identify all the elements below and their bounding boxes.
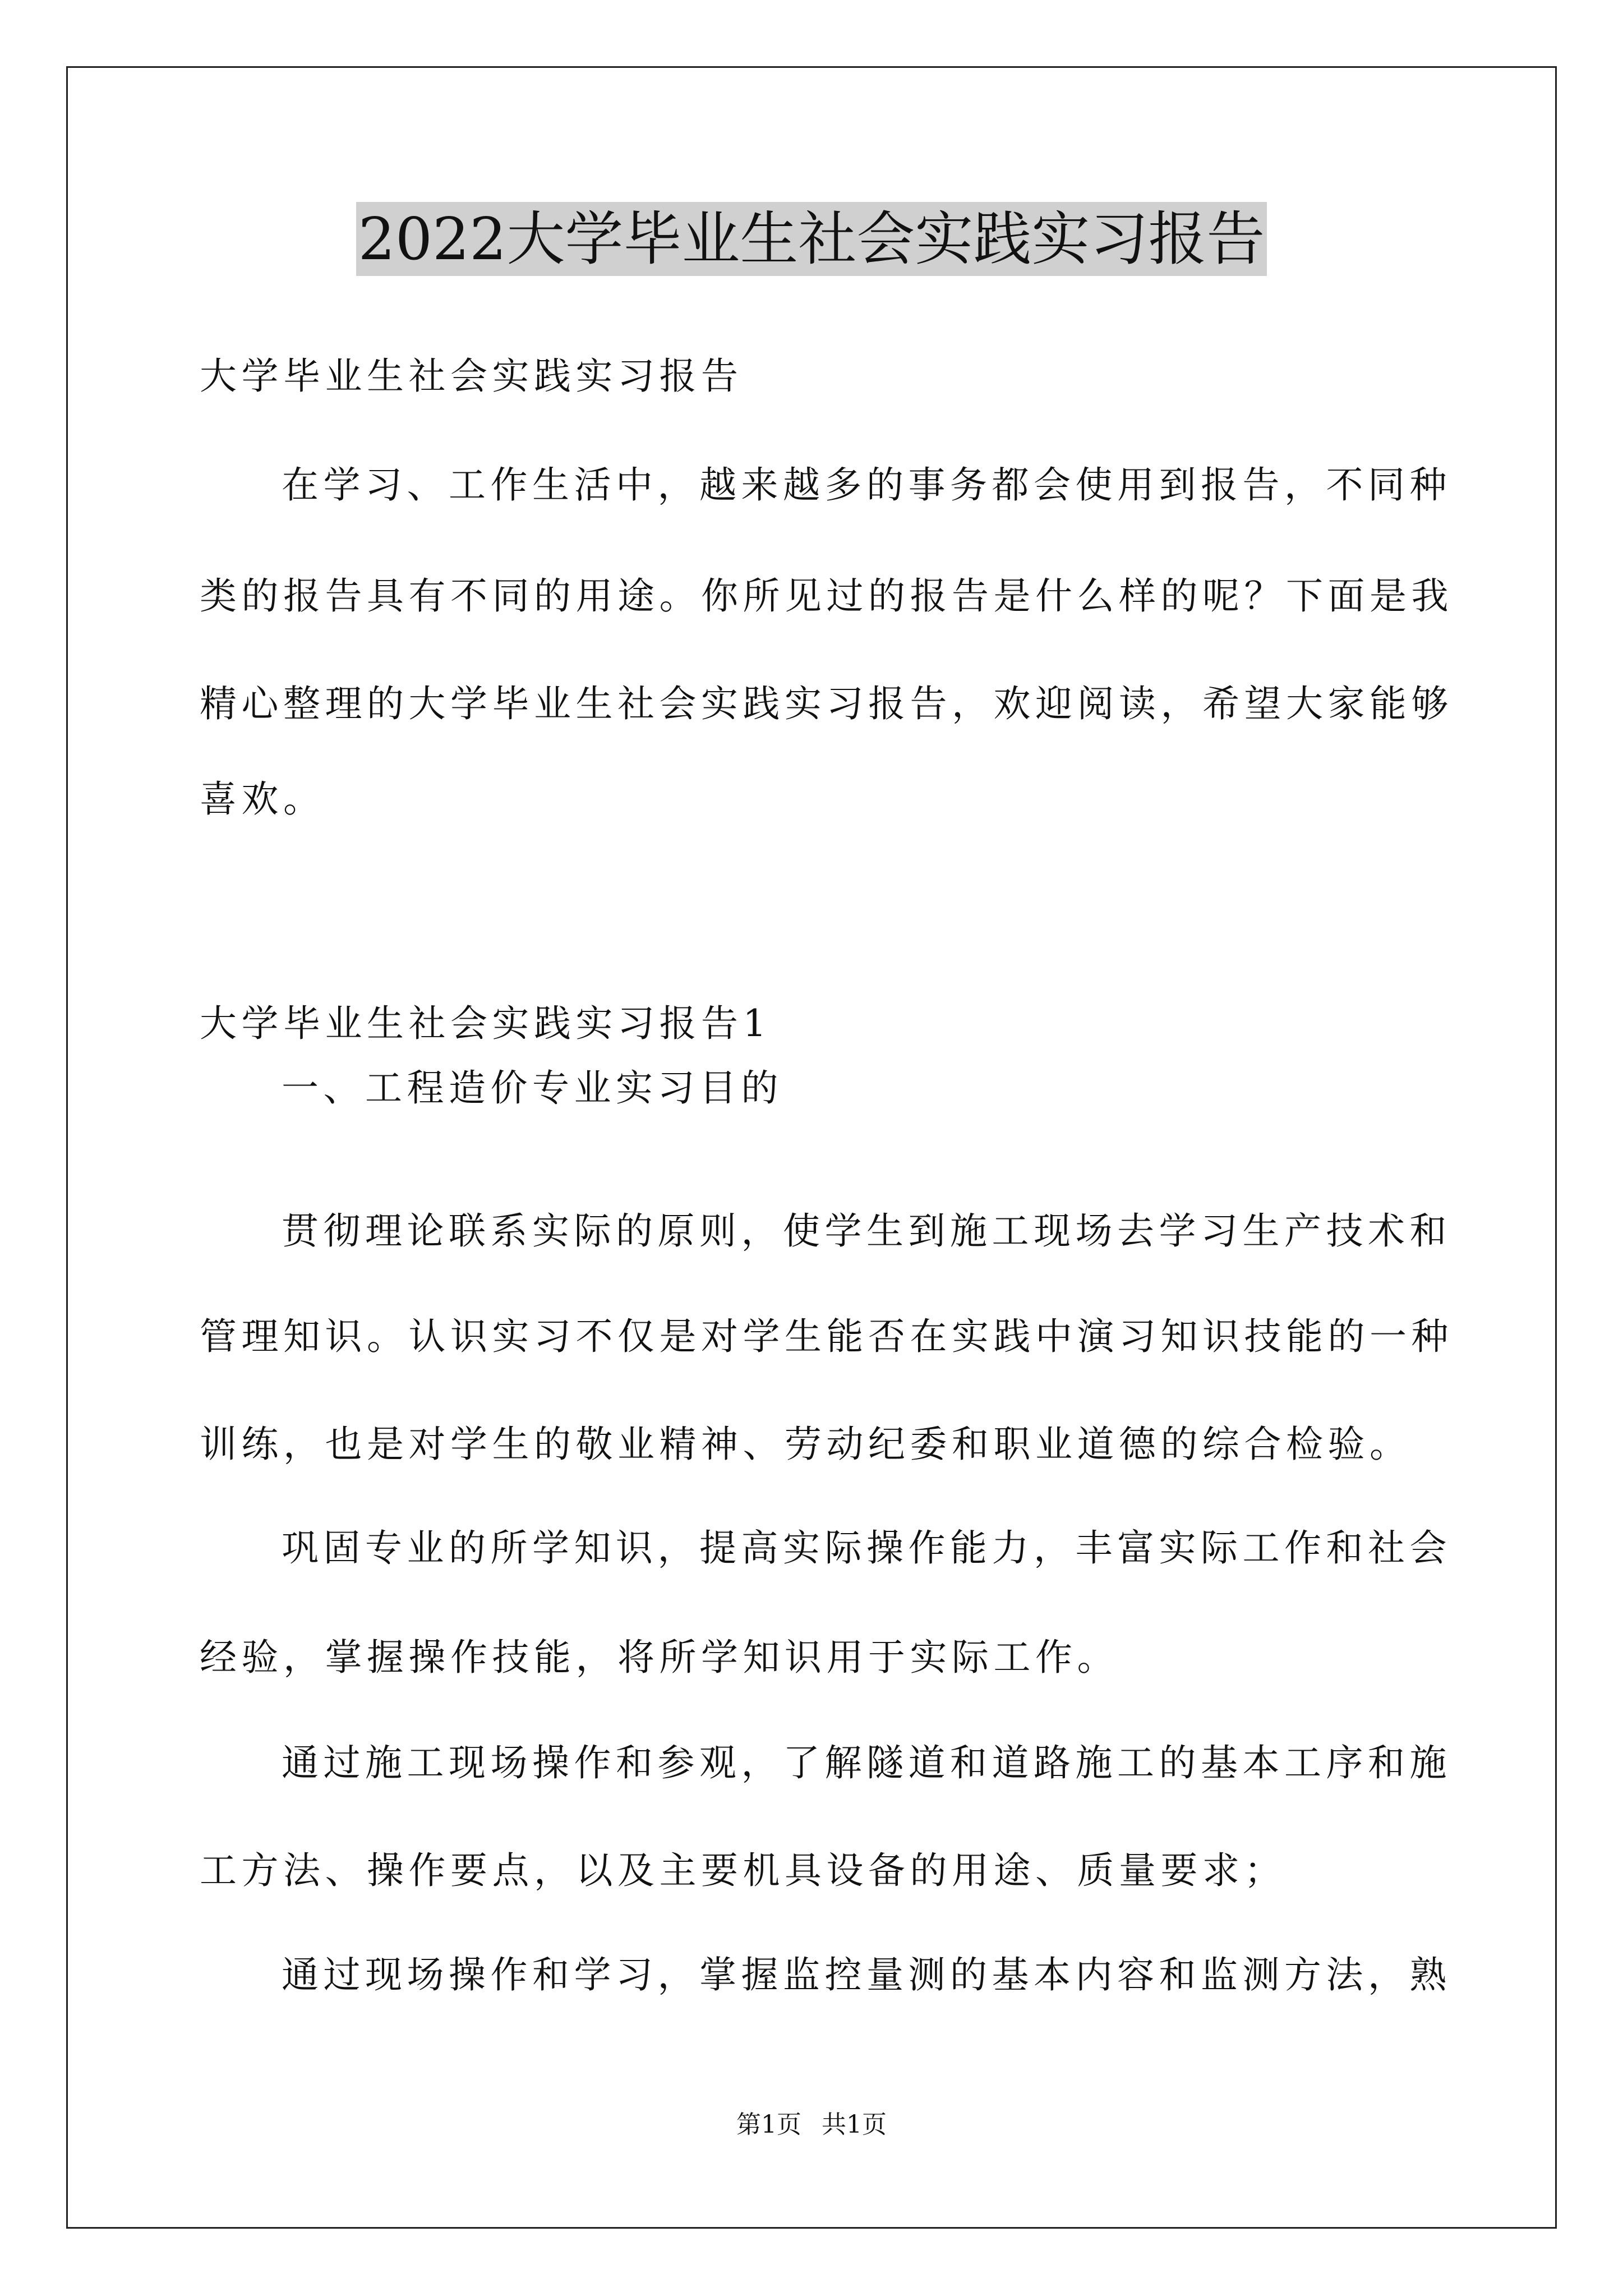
- section-heading: 大学毕业生社会实践实习报告1: [200, 1002, 771, 1045]
- paragraph-line: 工方法、操作要点，以及主要机具设备的用途、质量要求；: [200, 1849, 1286, 1892]
- page-number: 第1页: [736, 2110, 801, 2139]
- page-footer: [0, 2108, 1623, 2142]
- document-title: 2022大学毕业生社会实践实习报告: [356, 202, 1267, 276]
- title-container: [0, 202, 1623, 276]
- paragraph-line: 通过施工现场操作和参观，了解隧道和道路施工的基本工序和施: [282, 1741, 1451, 1784]
- paragraph-line: 喜欢。: [200, 777, 325, 821]
- paragraph-line: 巩固专业的所学知识，提高实际操作能力，丰富实际工作和社会: [282, 1526, 1451, 1570]
- paragraph-line: 管理知识。认识实习不仅是对学生能否在实践中演习知识技能的一种: [200, 1315, 1453, 1358]
- paragraph-line: 通过现场操作和学习，掌握监控量测的基本内容和监测方法，熟: [282, 1953, 1451, 1996]
- paragraph-line: 经验，掌握操作技能，将所学知识用于实际工作。: [200, 1636, 1119, 1679]
- paragraph-line: 训练，也是对学生的敬业精神、劳动纪委和职业道德的综合检验。: [200, 1423, 1412, 1466]
- paragraph-line: 在学习、工作生活中，越来越多的事务都会使用到报告，不同种: [282, 463, 1451, 507]
- paragraph-line: 精心整理的大学毕业生社会实践实习报告，欢迎阅读，希望大家能够: [200, 682, 1453, 725]
- paragraph-line: 贯彻理论联系实际的原则，使学生到施工现场去学习生产技术和: [282, 1209, 1451, 1253]
- paragraph-line: 类的报告具有不同的用途。你所见过的报告是什么样的呢？下面是我: [200, 574, 1453, 618]
- subtitle-line: 大学毕业生社会实践实习报告: [200, 355, 743, 398]
- subsection-heading: 一、工程造价专业实习目的: [282, 1066, 783, 1110]
- page-total: 共1页: [822, 2110, 887, 2139]
